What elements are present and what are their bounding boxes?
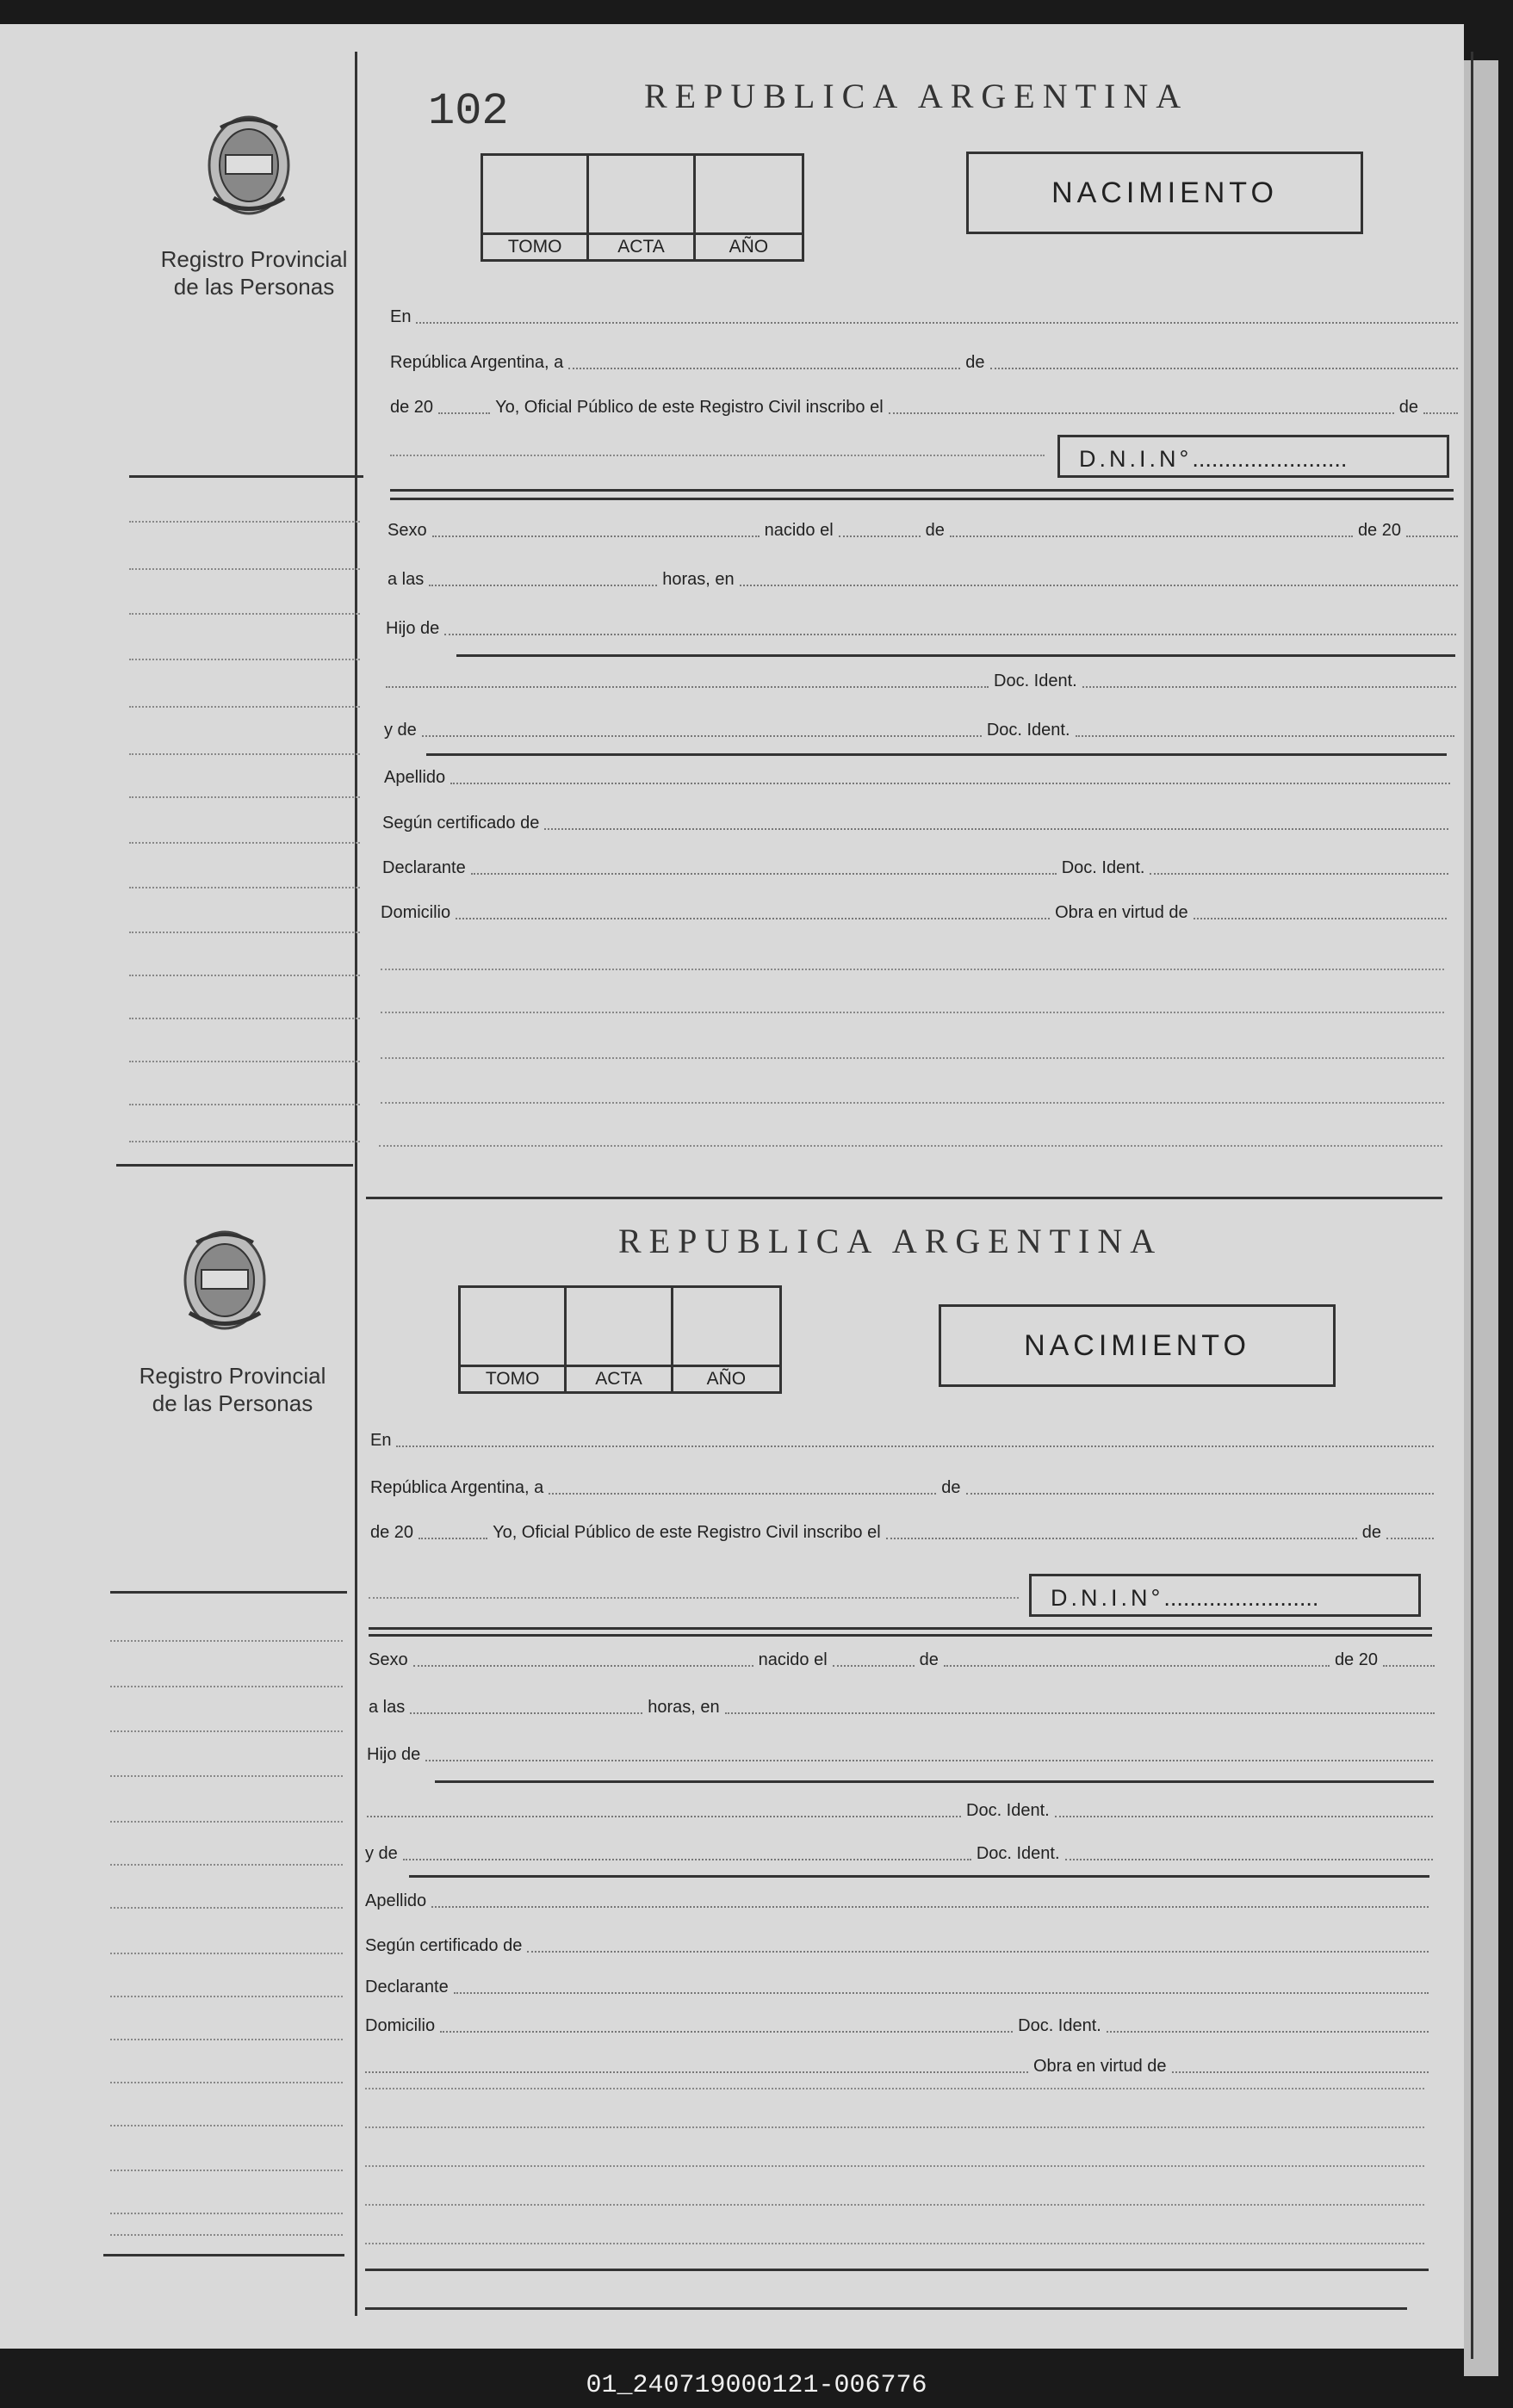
- stub-line: [129, 796, 360, 798]
- dotted-line: [379, 1145, 1442, 1147]
- dotted-line: [381, 1057, 1444, 1059]
- field-inscripcion[interactable]: de 20 Yo, Oficial Público de este Registro Civil inscribo el de: [370, 1517, 1434, 1543]
- registry-name: Registro Provincial de las Personas: [139, 1363, 326, 1416]
- field-hijo-de[interactable]: Hijo de: [367, 1739, 1433, 1765]
- stub-line: [110, 2213, 343, 2214]
- record-divider: [366, 1197, 1442, 1199]
- page-edge: [1464, 60, 1498, 2376]
- field-apellido[interactable]: Apellido: [384, 762, 1450, 788]
- stub-line: [129, 1018, 360, 1019]
- form-page: [0, 24, 1464, 2349]
- stub-line: [129, 932, 360, 933]
- stub-line: [110, 2039, 343, 2040]
- dni-box[interactable]: D.N.I.N°........................: [1057, 435, 1449, 478]
- country-title: REPUBLICA ARGENTINA: [618, 1222, 1163, 1260]
- field-hijo-de[interactable]: Hijo de: [386, 613, 1456, 639]
- dotted-line: [390, 455, 1045, 456]
- stub-line: [129, 842, 360, 844]
- stub-line: [129, 568, 360, 570]
- dotted-line: [365, 2165, 1424, 2167]
- record-type-box: NACIMIENTO: [939, 1304, 1336, 1387]
- stub-line: [129, 975, 360, 976]
- dni-box[interactable]: D.N.I.N°........................: [1029, 1574, 1421, 1617]
- stub-line: [129, 887, 360, 888]
- stub-line: [110, 2125, 343, 2126]
- stub-line: [110, 1953, 343, 1954]
- field-fecha[interactable]: República Argentina, a de: [390, 347, 1458, 373]
- field-en[interactable]: En: [390, 301, 1458, 327]
- registry-name: Registro Provincial de las Personas: [160, 246, 348, 300]
- dotted-line: [365, 2204, 1424, 2206]
- dotted-line: [365, 2088, 1424, 2089]
- field-declarante[interactable]: Declarante: [365, 1972, 1429, 1997]
- parent-rule: [426, 753, 1447, 756]
- stub-line: [129, 753, 360, 755]
- stub-rule: [116, 1164, 353, 1167]
- field-y-de[interactable]: y de Doc. Ident.: [384, 715, 1454, 740]
- right-border: [1471, 52, 1473, 2359]
- section-rule: [369, 1627, 1432, 1630]
- field-domicilio[interactable]: Domicilio Doc. Ident.: [365, 2010, 1429, 2036]
- field-doc-padre[interactable]: Doc. Ident.: [386, 665, 1456, 691]
- record-type-box: NACIMIENTO: [966, 152, 1363, 234]
- parent-rule: [409, 1875, 1429, 1878]
- registration-box: [481, 153, 804, 262]
- margin-divider: [355, 52, 357, 2316]
- stub-line: [110, 1864, 343, 1866]
- field-y-de[interactable]: y de Doc. Ident.: [365, 1838, 1433, 1864]
- stub-line: [110, 1775, 343, 1777]
- field-obra[interactable]: Obra en virtud de: [365, 2051, 1429, 2077]
- field-sexo[interactable]: Sexo nacido el de de 20: [388, 515, 1458, 541]
- dotted-line: [369, 1597, 1019, 1599]
- registration-box: [458, 1285, 782, 1394]
- field-declarante[interactable]: Declarante Doc. Ident.: [382, 852, 1448, 878]
- provincial-seal-icon: [177, 1227, 272, 1334]
- stub-line: [110, 1686, 343, 1687]
- parent-rule: [435, 1780, 1434, 1783]
- stub-line: [110, 1640, 343, 1642]
- page-number: 102: [428, 86, 509, 137]
- stub-line: [110, 2170, 343, 2171]
- dotted-line: [365, 2243, 1424, 2244]
- section-rule: [390, 498, 1454, 500]
- stub-rule: [103, 2254, 344, 2256]
- stub-line: [129, 1061, 360, 1062]
- acta-cell[interactable]: ACTA: [589, 156, 695, 259]
- provincial-seal-icon: [202, 112, 296, 220]
- stub-line: [129, 1104, 360, 1105]
- dotted-line: [381, 1102, 1444, 1104]
- field-hora[interactable]: a las horas, en: [388, 564, 1458, 590]
- stub-line: [110, 1996, 343, 1997]
- stub-line: [129, 613, 360, 615]
- field-domicilio[interactable]: Domicilio Obra en virtud de: [381, 897, 1447, 923]
- dotted-line: [365, 2126, 1424, 2128]
- field-segun-certificado[interactable]: Según certificado de: [365, 1930, 1429, 1956]
- stub-rule: [110, 1591, 347, 1594]
- stub-line: [129, 706, 360, 708]
- stub-line: [110, 1821, 343, 1823]
- stub-line: [110, 1907, 343, 1909]
- stub-line: [129, 521, 360, 523]
- field-segun-certificado[interactable]: Según certificado de: [382, 808, 1448, 833]
- field-doc-padre[interactable]: Doc. Ident.: [367, 1795, 1433, 1821]
- record-divider: [365, 2307, 1407, 2310]
- dotted-line: [381, 969, 1444, 970]
- acta-cell[interactable]: ACTA: [567, 1288, 673, 1391]
- record-divider: [365, 2269, 1429, 2271]
- stub-line: [110, 2082, 343, 2083]
- anio-cell[interactable]: AÑO: [673, 1288, 779, 1391]
- country-title: REPUBLICA ARGENTINA: [644, 77, 1189, 115]
- parent-rule: [456, 654, 1455, 657]
- field-en[interactable]: En: [370, 1425, 1434, 1451]
- stub-rule: [129, 475, 363, 478]
- tomo-cell[interactable]: TOMO: [483, 156, 589, 259]
- field-apellido[interactable]: Apellido: [365, 1885, 1429, 1911]
- stub-line: [129, 1141, 360, 1142]
- dotted-line: [381, 1012, 1444, 1013]
- anio-cell[interactable]: AÑO: [696, 156, 802, 259]
- stub-line: [110, 1730, 343, 1732]
- field-hora[interactable]: a las horas, en: [369, 1692, 1435, 1718]
- section-rule: [369, 1634, 1432, 1637]
- stub-line: [110, 2234, 343, 2236]
- stub-line: [129, 659, 360, 660]
- tomo-cell[interactable]: TOMO: [461, 1288, 567, 1391]
- field-sexo[interactable]: Sexo nacido el de de 20: [369, 1644, 1435, 1670]
- field-fecha[interactable]: República Argentina, a de: [370, 1472, 1434, 1498]
- field-inscripcion[interactable]: de 20 Yo, Oficial Público de este Registro Civil inscribo el de: [390, 392, 1458, 418]
- document-id: 01_240719000121-006776: [586, 2371, 927, 2400]
- section-rule: [390, 489, 1454, 492]
